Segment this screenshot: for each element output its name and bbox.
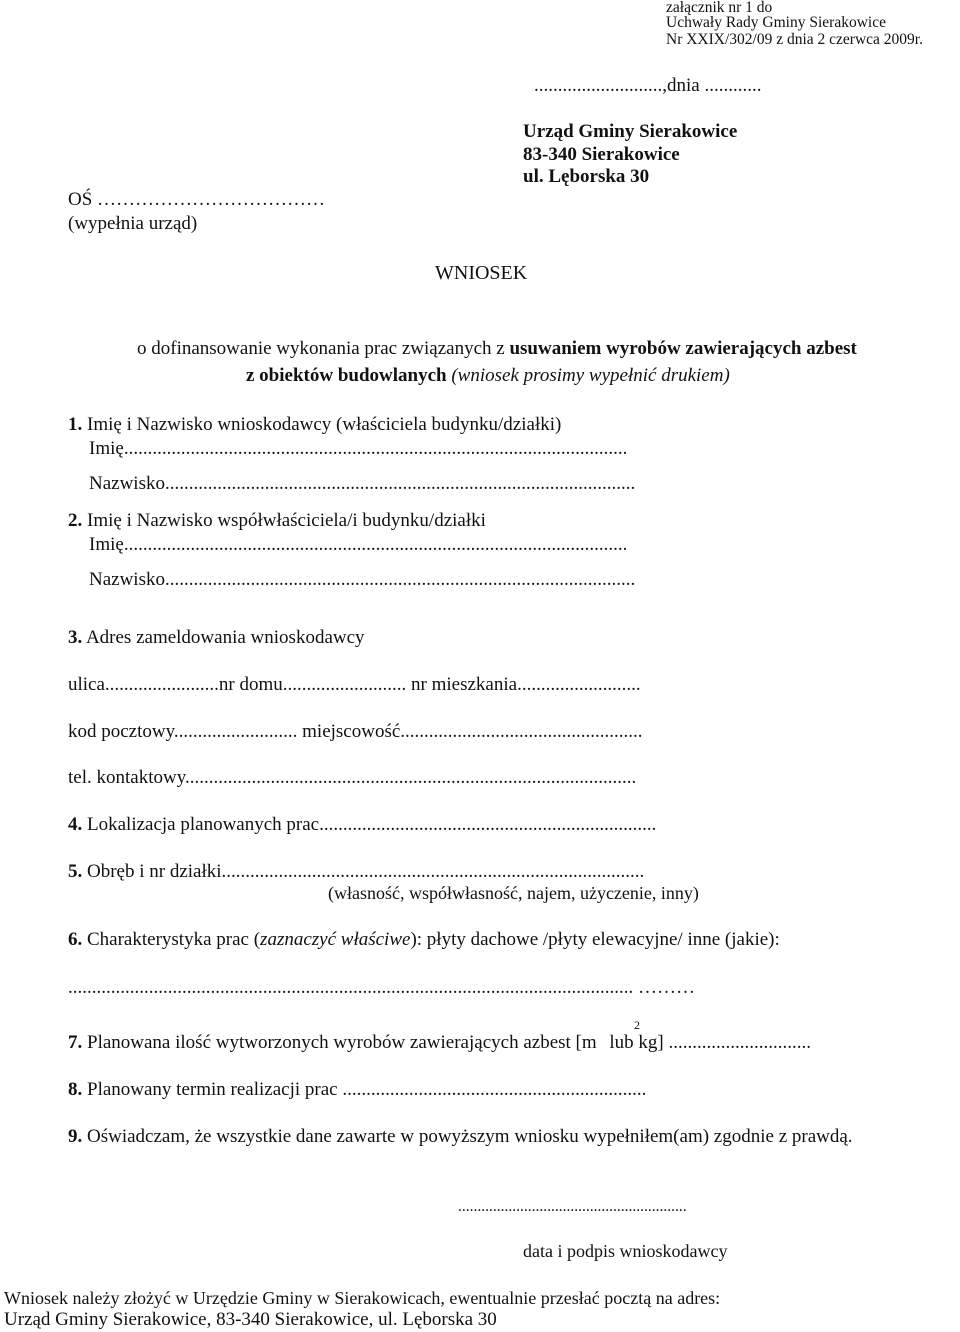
section-4-number: 4.	[68, 814, 83, 835]
section-7-line[interactable]	[68, 1033, 811, 1052]
section-1-title	[68, 415, 561, 434]
coowner-first-name-field[interactable]: Imię..........................................................................................................	[89, 534, 628, 555]
signature-field[interactable]: ...........................................................	[458, 1198, 687, 1215]
addressee-line-2: 83-340 Sierakowice	[523, 144, 680, 165]
address-postal-line[interactable]: kod pocztowy.......................... miejscowość...................................................	[68, 721, 643, 742]
annex-line-3: Nr XXIX/302/09 z dnia 2 czerwca 2009r.	[666, 31, 923, 48]
addressee-line-3: ul. Lęborska 30	[523, 166, 650, 187]
subtitle-prefix: o dofinansowanie wykonania prac związanych z	[137, 338, 510, 359]
work-type-field[interactable]: ....................................................................................................................... ………	[68, 977, 695, 998]
annex-line-2: Uchwały Rady Gminy Sierakowice	[666, 14, 886, 31]
subtitle-line-2	[246, 366, 730, 385]
section-9-number: 9.	[68, 1126, 83, 1147]
office-registry-field[interactable]: OŚ ………………………………	[68, 189, 326, 210]
document-title: WNIOSEK	[435, 262, 528, 284]
footer-address: Urząd Gminy Sierakowice, 83-340 Sierakowice, ul. Lęborska 30	[4, 1309, 497, 1330]
section-5-number: 5.	[68, 861, 83, 882]
section-6-label-a: Charakterystyka prac (	[82, 929, 261, 950]
section-1-number: 1.	[68, 414, 83, 435]
addressee-line-1: Urząd Gminy Sierakowice	[523, 121, 738, 142]
section-7-number: 7.	[68, 1032, 83, 1053]
declaration-text: Oświadczam, że wszystkie dane zawarte w powyższym wniosku wypełniłem(am) zgodnie z prawdą.	[82, 1126, 853, 1147]
section-2-number: 2.	[68, 510, 83, 531]
section-3-title	[68, 628, 365, 647]
applicant-last-name-field[interactable]: Nazwisko...................................................................................................	[89, 473, 636, 494]
subtitle-instruction: (wniosek prosimy wypełnić drukiem)	[446, 365, 730, 386]
section-5-line[interactable]	[68, 862, 644, 881]
planned-date-field[interactable]: Planowany termin realizacji prac ................................................................	[82, 1079, 647, 1100]
section-7-superscript: 2	[634, 1018, 640, 1032]
section-7-label-a: Planowana ilość wytworzonych wyrobów zawierających azbest [m	[82, 1032, 597, 1053]
section-2-label: Imię i Nazwisko współwłaściciela/i budynku/działki	[82, 510, 486, 531]
section-4-line[interactable]	[68, 815, 656, 834]
section-1-label: Imię i Nazwisko wnioskodawcy (właściciela budynku/działki)	[82, 414, 562, 435]
section-6-number: 6.	[68, 929, 83, 950]
section-8-number: 8.	[68, 1079, 83, 1100]
signature-label: data i podpis wnioskodawcy	[523, 1241, 728, 1261]
contact-phone-field[interactable]: tel. kontaktowy...............................................................................................	[68, 767, 637, 788]
address-street-line[interactable]: ulica........................nr domu.......................... nr mieszkania..........................	[68, 674, 641, 695]
section-6-italic: zaznaczyć właściwe	[260, 929, 411, 950]
ownership-type-note: (własność, współwłasność, najem, użyczenie, inny)	[328, 883, 699, 903]
plot-number-field[interactable]: Obręb i nr działki.........................................................................................	[82, 861, 645, 882]
section-8-line[interactable]	[68, 1080, 646, 1099]
section-9-line	[68, 1127, 853, 1146]
section-3-label: Adres zameldowania wnioskodawcy	[82, 627, 365, 648]
asbestos-quantity-field[interactable]: lub kg] ..............................	[604, 1032, 812, 1053]
subtitle-bold-1: usuwaniem wyrobów zawierających azbest	[509, 338, 857, 359]
annex-line-1: załącznik nr 1 do	[666, 0, 773, 16]
coowner-last-name-field[interactable]: Nazwisko...................................................................................................	[89, 569, 636, 590]
section-6-line	[68, 930, 780, 949]
work-location-field[interactable]: Lokalizacja planowanych prac.......................................................................	[82, 814, 657, 835]
section-6-label-b: ): płyty dachowe /płyty elewacyjne/ inne (jakie):	[410, 929, 780, 950]
subtitle-line-1	[137, 339, 857, 358]
section-2-title	[68, 511, 486, 530]
date-field[interactable]: ...........................,dnia ............	[534, 75, 762, 96]
footer-instruction: Wniosek należy złożyć w Urzędzie Gminy w Sierakowicach, ewentualnie przesłać pocztą na adres:	[4, 1288, 721, 1308]
subtitle-bold-2: z obiektów budowlanych	[246, 365, 447, 386]
office-registry-note: (wypełnia urząd)	[68, 213, 198, 234]
applicant-first-name-field[interactable]: Imię..........................................................................................................	[89, 438, 628, 459]
section-3-number: 3.	[68, 627, 83, 648]
